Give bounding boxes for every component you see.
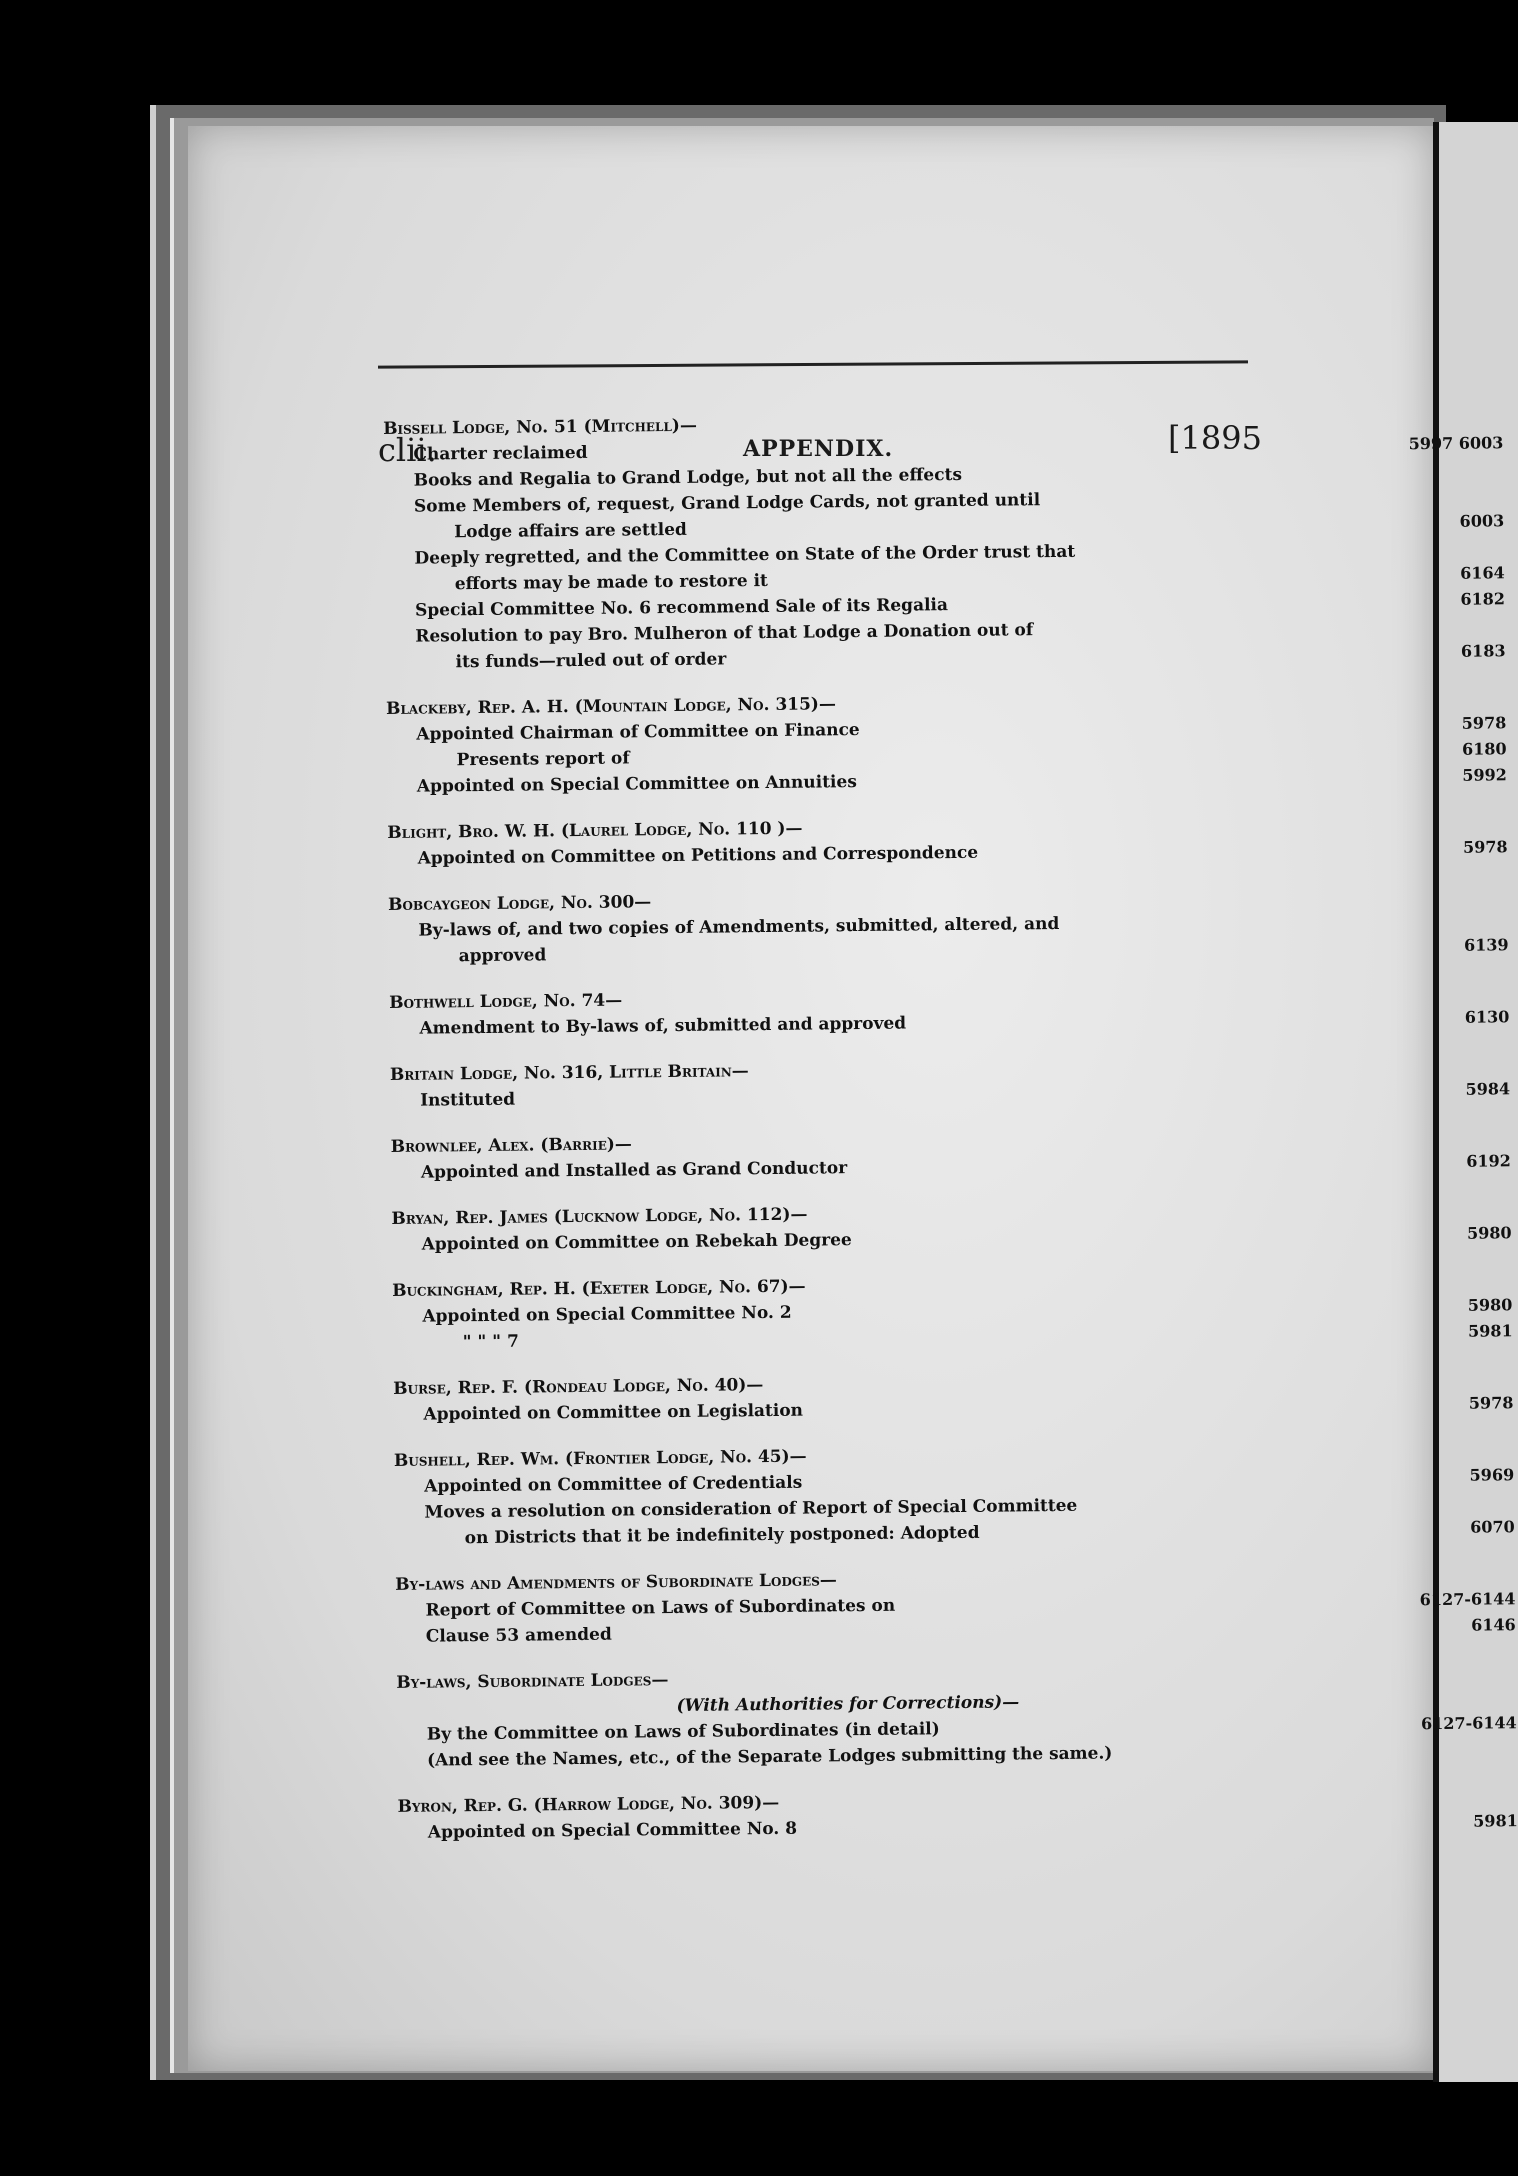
entry-text: By the Committee on Laws of Subordinates (in detail)	[426, 1719, 940, 1745]
entry-heading: Blackeby, Rep. A. H. (Mountain Lodge, No. 315)—	[385, 694, 837, 719]
page-ref: 6183	[1460, 641, 1506, 661]
entry-heading: By-laws and Amendments of Subordinate Lodges—	[395, 1570, 837, 1595]
entry-text: Deeply regretted, and the Committee on State of the Order trust that	[414, 541, 1076, 569]
index-entry	[389, 978, 1509, 1042]
entry-heading: Bobcaygeon Lodge, No. 300—	[388, 892, 652, 915]
page-ref: 6182	[1460, 589, 1506, 609]
index-entry	[388, 880, 1509, 970]
page-ref	[1394, 1488, 1514, 1489]
entry-text: Appointed and Installed as Grand Conductor	[420, 1158, 848, 1183]
page-ref: 5992	[1462, 765, 1507, 785]
entry-text: Lodge affairs are settled	[454, 519, 687, 543]
page-ref: 6139	[1463, 935, 1509, 955]
page-ref: 5980	[1467, 1295, 1513, 1315]
page-ref	[1384, 482, 1504, 483]
entry-text: its funds—ruled out of order	[455, 649, 727, 673]
page-ref: 5978	[1468, 1393, 1514, 1413]
page-ref: 5980	[1466, 1223, 1512, 1243]
entry-text: Clause 53 amended	[425, 1624, 612, 1647]
index-entry	[392, 1266, 1513, 1356]
index-entry	[391, 1122, 1511, 1186]
index-entry	[395, 1560, 1516, 1650]
page-ref	[1385, 612, 1505, 613]
book-page	[188, 126, 1518, 2071]
entry-heading: Buckingham, Rep. H. (Exeter Lodge, No. 67)—	[392, 1276, 806, 1301]
entry-text: Some Members of, request, Grand Lodge Cards, not granted until	[413, 490, 1041, 517]
page-ref: 6192	[1466, 1151, 1511, 1171]
entry-text: Appointed on Special Committee No. 8	[427, 1818, 798, 1843]
entry-heading: Brownlee, Alex. (Barrie)—	[390, 1134, 632, 1157]
index-entry	[383, 404, 1506, 676]
page-ref: 5969	[1469, 1465, 1515, 1485]
index-entry	[387, 808, 1507, 872]
index-entries	[383, 404, 1518, 1866]
index-entry	[396, 1658, 1517, 1774]
entry-text: Appointed on Special Committee No. 2	[422, 1302, 792, 1327]
entry-heading: Bryan, Rep. James (Lucknow Lodge, No. 112)—	[391, 1204, 808, 1229]
entry-text: Instituted	[420, 1089, 516, 1111]
entry-text: Special Committee No. 6 recommend Sale of its Regalia	[414, 595, 949, 621]
page-ref: 6003	[1459, 511, 1505, 531]
entry-heading: By-laws, Subordinate Lodges—	[396, 1670, 669, 1693]
entry-text: efforts may be made to restore it	[454, 570, 768, 595]
entry-text: Appointed Chairman of Committee on Finance	[416, 720, 860, 745]
page-ref: 5981	[1468, 1321, 1513, 1341]
index-entry	[397, 1782, 1517, 1846]
entry-heading: Byron, Rep. G. (Harrow Lodge, No. 309)—	[397, 1792, 780, 1817]
entry-text: Appointed on Committee on Petitions and Correspondence	[417, 842, 979, 869]
entry-text: approved	[458, 945, 547, 967]
entry-text: Report of Committee on Laws of Subordinates on	[425, 1595, 896, 1621]
entry-text: " " " 7	[462, 1331, 519, 1353]
page-ref: 6146	[1471, 1615, 1516, 1635]
page-ref: 6164	[1460, 563, 1505, 583]
page-ref	[1397, 1736, 1517, 1737]
page-ref: 6070	[1470, 1517, 1515, 1537]
page-ref: 6127-6144	[1420, 1713, 1517, 1734]
index-entry	[386, 684, 1507, 800]
entry-text: Amendment to By-laws of, submitted and approved	[419, 1013, 907, 1039]
index-entry	[393, 1364, 1513, 1428]
page-ref: 6130	[1464, 1007, 1510, 1027]
page-title: APPENDIX.	[743, 436, 894, 462]
entry-text: on Districts that it be indefinitely postponed: Adopted	[464, 1522, 980, 1549]
entry-heading: Bissell Lodge, No. 51 (Mitchell)—	[383, 415, 698, 439]
page-ref	[1384, 534, 1504, 535]
page-ref: 6180	[1461, 739, 1507, 759]
entry-heading: Burse, Rep. F. (Rondeau Lodge, No. 40)—	[393, 1375, 764, 1399]
page-ref: 5984	[1465, 1079, 1511, 1099]
entry-heading: Blight, Bro. W. H. (Laurel Lodge, No. 110 )—	[387, 818, 803, 843]
entry-text: By-laws of, and two copies of Amendments, submitted, altered, and	[418, 913, 1060, 941]
entry-heading: Bothwell Lodge, No. 74—	[389, 990, 623, 1013]
entry-text: Books and Regalia to Grand Lodge, but not all the effects	[413, 464, 963, 491]
page-ref	[1396, 1684, 1516, 1685]
entry-text: Presents report of	[456, 748, 630, 771]
entry-text: Moves a resolution on consideration of Report of Special Committee	[424, 1495, 1078, 1523]
index-entry	[390, 1050, 1510, 1114]
page-ref: 5978	[1461, 713, 1507, 733]
page-ref: 5981	[1473, 1811, 1518, 1831]
page-ref	[1383, 456, 1503, 457]
entry-text: Appointed on Committee on Legislation	[423, 1400, 804, 1425]
page-ref: 5997 6003	[1408, 433, 1504, 454]
index-entry	[391, 1194, 1511, 1258]
entry-heading: Bushell, Rep. Wm. (Frontier Lodge, No. 45)—	[393, 1446, 807, 1471]
entry-text: Appointed on Special Committee on Annuities	[416, 772, 857, 797]
entry-text: Charter reclaimed	[413, 442, 588, 465]
entry-text: Appointed on Committee of Credentials	[424, 1472, 803, 1497]
page-year: [1895	[1168, 419, 1262, 457]
page-ref	[1388, 906, 1508, 907]
page-ref: 6127-6144	[1419, 1589, 1516, 1610]
entry-text: (With Authorities for Corrections)—	[676, 1692, 1020, 1716]
entry-heading: Britain Lodge, No. 316, Little Britain—	[389, 1061, 749, 1085]
index-entry	[394, 1436, 1515, 1552]
page-number: clii.	[378, 431, 437, 469]
entry-text: Resolution to pay Bro. Mulheron of that Lodge a Donation out of	[415, 620, 1034, 647]
entry-text: (And see the Names, etc., of the Separate Lodges submitting the same.)	[426, 1743, 1113, 1771]
page-ref: 5978	[1462, 837, 1508, 857]
entry-text: Appointed on Committee on Rebekah Degree	[421, 1230, 852, 1255]
